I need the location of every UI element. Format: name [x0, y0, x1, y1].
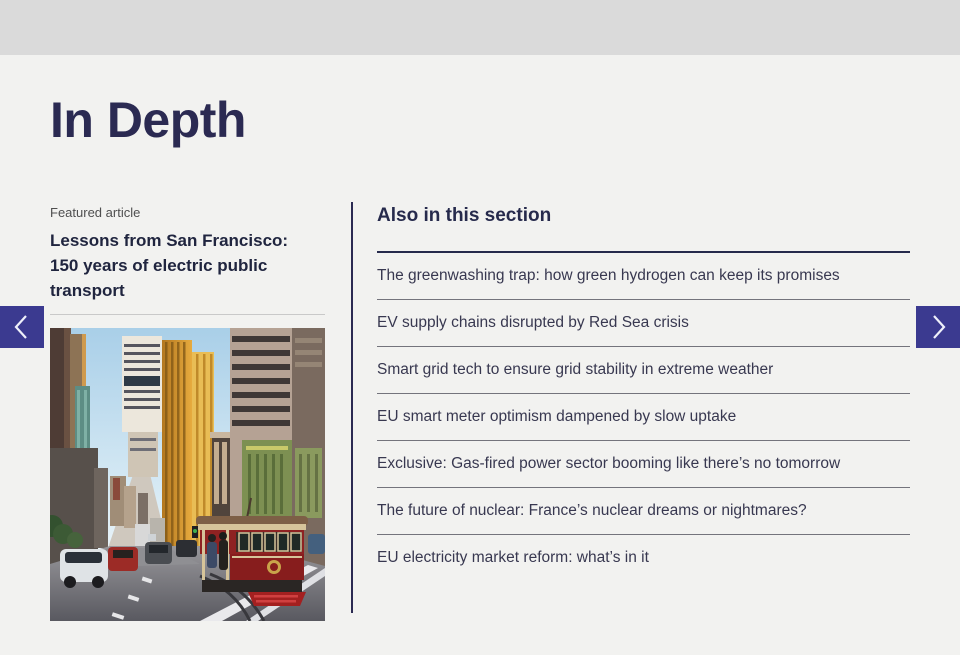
article-list — [377, 253, 910, 581]
street-scene-illustration — [50, 328, 325, 621]
article-link[interactable]: Exclusive: Gas-fired power sector booming like there’s no tomorrow — [377, 441, 910, 488]
featured-article-card — [50, 205, 325, 621]
also-in-this-section — [377, 205, 910, 581]
featured-headline-link[interactable]: Lessons from San Francisco: 150 years of electric public transport — [50, 231, 289, 300]
article-link[interactable]: The future of nuclear: France’s nuclear dreams or nightmares? — [377, 488, 910, 535]
page-title: In Depth — [50, 92, 246, 148]
chevron-left-icon — [9, 312, 35, 342]
chevron-right-icon — [925, 312, 951, 342]
carousel-next-button[interactable] — [916, 306, 960, 348]
section-title: Also in this section — [377, 205, 552, 226]
article-link[interactable]: The greenwashing trap: how green hydrogen can keep its promises — [377, 253, 910, 300]
top-bar — [0, 0, 960, 55]
featured-divider — [50, 314, 325, 315]
featured-image[interactable] — [50, 328, 325, 621]
article-link[interactable]: EU electricity market reform: what’s in it — [377, 549, 649, 566]
column-divider — [351, 202, 353, 613]
featured-label: Featured article — [50, 205, 141, 220]
carousel-prev-button[interactable] — [0, 306, 44, 348]
article-link[interactable]: EU smart meter optimism dampened by slow uptake — [377, 394, 910, 441]
article-link[interactable]: Smart grid tech to ensure grid stability in extreme weather — [377, 347, 910, 394]
article-link[interactable]: EV supply chains disrupted by Red Sea crisis — [377, 300, 910, 347]
